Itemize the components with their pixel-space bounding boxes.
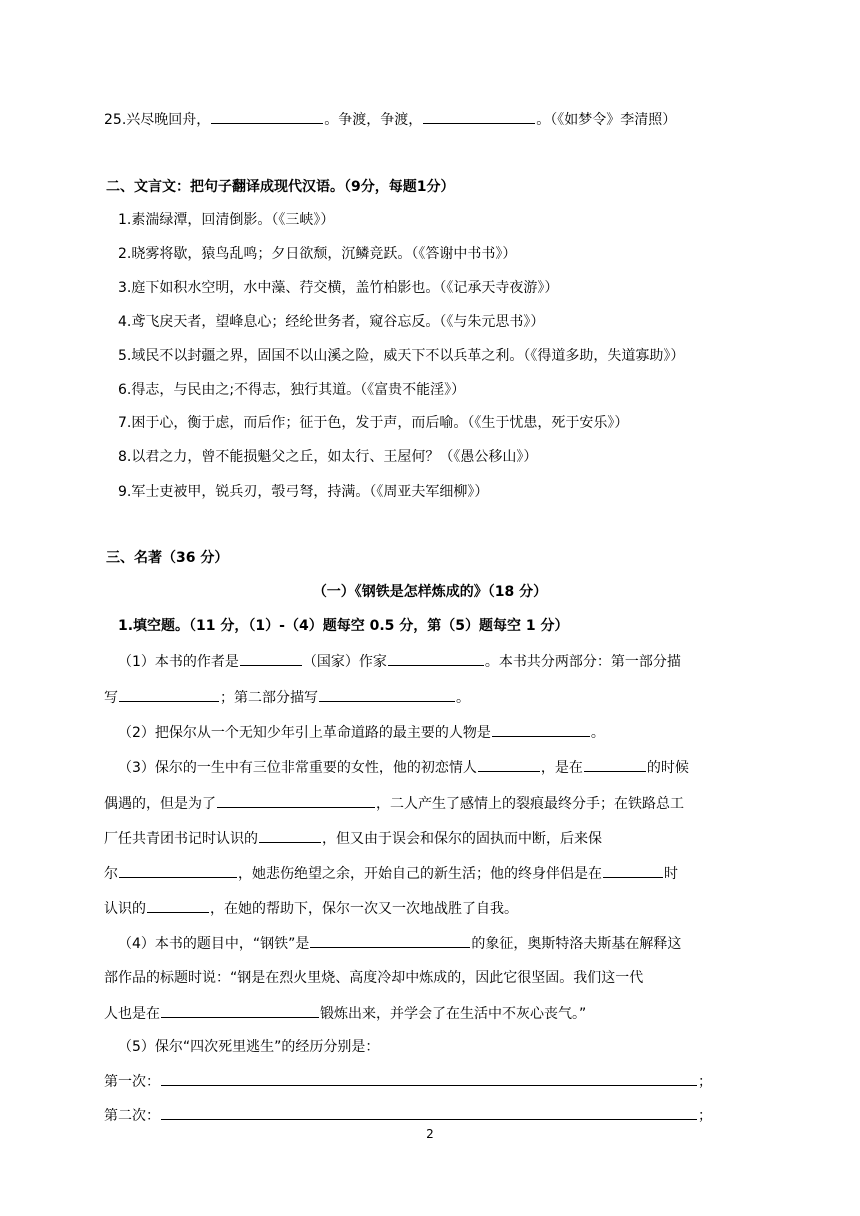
answer-blank[interactable] [119,687,219,702]
question-3-line-3: 厂任共青团书记时认识的 ，但又由于误会和保尔的固执而中断，后来保 [104,828,602,849]
question-4-line-2: 部作品的标题时说：“钢是在烈火里烧、高度冷却中炼成的，因此它很坚固。我们这一代 [104,970,644,986]
answer-blank[interactable] [259,828,321,843]
question-5-first: 第一次： ； [104,1071,712,1092]
answer-blank[interactable] [161,1003,319,1018]
answer-blank[interactable] [584,757,646,772]
question-2: （2）把保尔从一个无知少年引上革命道路的最主要的人物是 。 [118,722,605,743]
answer-blank[interactable] [319,687,455,702]
section-2-title: 二、文言文：把句子翻译成现代汉语。（9分，每题1分） [106,179,455,195]
answer-blank[interactable] [423,109,535,124]
answer-blank[interactable] [492,722,590,737]
answer-blank[interactable] [161,1071,697,1086]
answer-blank[interactable] [161,1105,697,1120]
classical-item-1: 1.素湍绿潭，回清倒影。（《三峡》） [118,212,335,228]
classical-item-5: 5.域民不以封疆之界，固国不以山溪之险，威天下不以兵革之利。（《得道多助，失道寡助》） [118,348,685,364]
classical-item-4: 4.鸢飞戾天者，望峰息心；经纶世务者，窥谷忘反。（《与朱元思书》） [118,314,545,330]
classical-item-7: 7.困于心，衡于虑，而后作；征于色，发于声，而后喻。（《生于忧患，死于安乐》） [118,415,629,431]
question-1-line-2: 写 ；第二部分描写 。 [104,687,470,708]
classical-item-8: 8.以君之力，曾不能损魁父之丘，如太行、王屋何？（《愚公移山》） [118,449,538,465]
question-25: 25.兴尽晚回舟， 。争渡，争渡， 。（《如梦令》李清照） [104,109,676,130]
answer-blank[interactable] [119,863,237,878]
answer-blank[interactable] [147,898,209,913]
question-3-line-1: （3）保尔的一生中有三位非常重要的女性，他的初恋情人 ，是在 的时候 [118,757,689,778]
question-4-line-3: 人也是在 锻炼出来，并学会了在生活中不灰心丧气。” [104,1003,586,1024]
question-3-line-5: 认识的 ，在她的帮助下，保尔一次又一次地战胜了自我。 [104,898,518,919]
page-number: 2 [426,1127,434,1141]
question-1-line-1: （1）本书的作者是 （国家）作家 。本书共分两部分：第一部分描 [118,651,681,672]
answer-blank[interactable] [240,651,302,666]
question-3-line-4: 尔 ，她悲伤绝望之余，开始自己的新生活；他的终身伴侣是在 时 [104,863,678,884]
question-3-line-2: 偶遇的，但是为了 ，二人产生了感情上的裂痕最终分手；在铁路总工 [104,793,684,814]
answer-blank[interactable] [388,651,484,666]
answer-blank[interactable] [310,933,470,948]
classical-item-3: 3.庭下如积水空明，水中藻、荇交横，盖竹柏影也。（《记承天寺夜游》） [118,280,559,296]
question-4-line-1: （4）本书的题目中，“钢铁”是 的象征，奥斯特洛夫斯基在解释这 [118,933,681,954]
question-5-title: （5）保尔“四次死里逃生”的经历分别是： [118,1039,380,1055]
section-3-title: 三、名著（36 分） [106,550,229,566]
classical-item-2: 2.晓雾将歇，猿鸟乱鸣；夕日欲颓，沉鳞竞跃。（《答谢中书书》） [118,246,517,262]
question-5-second: 第二次： ； [104,1105,712,1126]
fill-in-title: 1.填空题。（11 分，（1）-（4）题每空 0.5 分，第（5）题每空 1 分） [118,618,569,634]
answer-blank[interactable] [217,793,375,808]
answer-blank[interactable] [478,757,540,772]
answer-blank[interactable] [211,109,323,124]
classical-item-6: 6.得志，与民由之;不得志，独行其道。（《富贵不能淫》） [118,382,466,398]
classical-item-9: 9.军士吏被甲，锐兵刃，彀弓弩，持满。（《周亚夫军细柳》） [118,484,489,500]
subsection-title: （一）《钢铁是怎样炼成的》（18 分） [312,584,548,600]
answer-blank[interactable] [603,863,663,878]
